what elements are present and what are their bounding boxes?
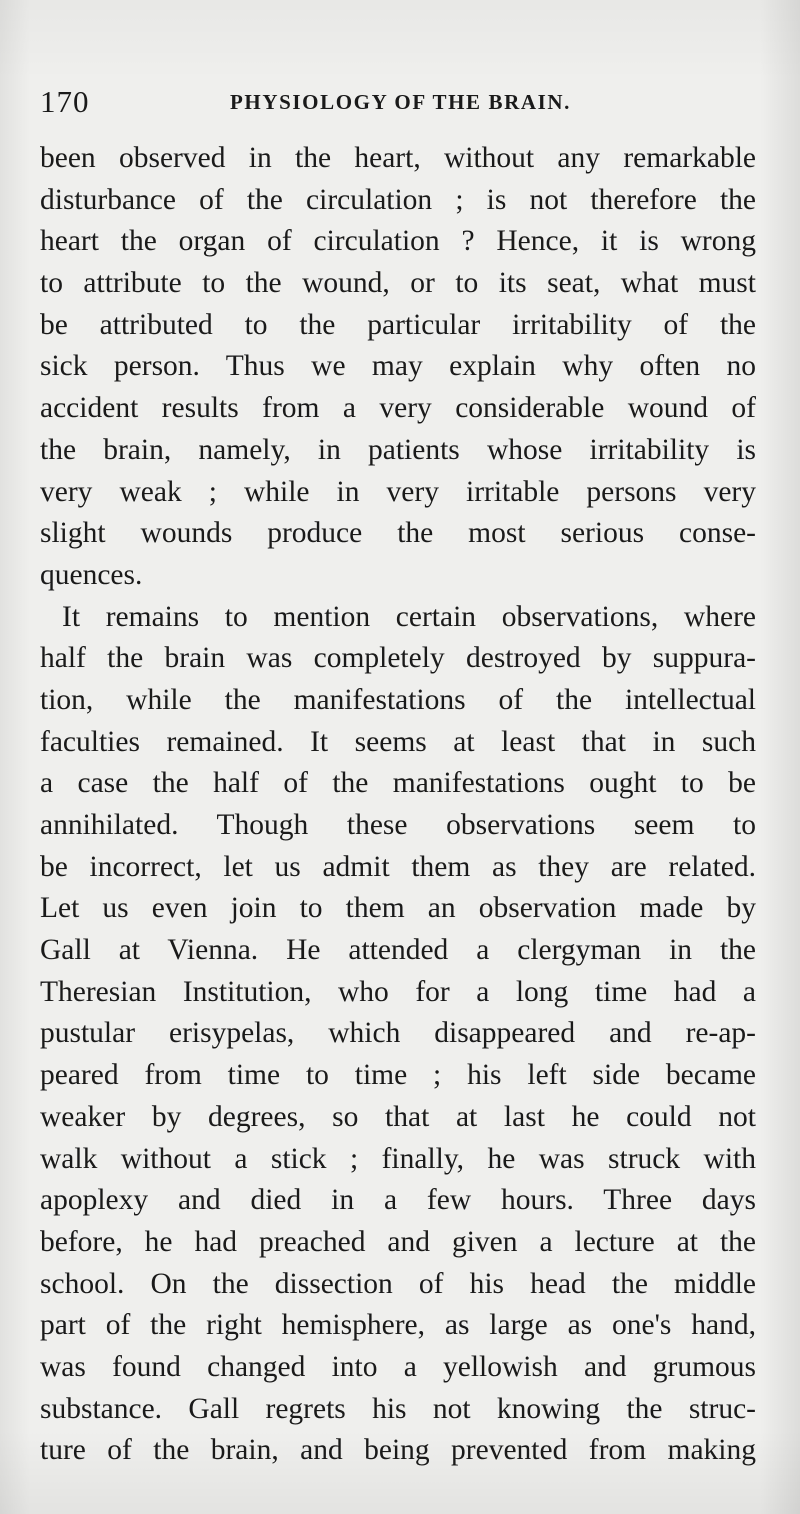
text-line: substance. Gall regrets his not knowing the struc- xyxy=(40,1392,756,1425)
text-line: heart the organ of circulation ? Hence, it is wrong xyxy=(40,225,756,258)
text-line: slight wounds produce the most serious conse- xyxy=(40,517,756,550)
text-line: disturbance of the circulation ; is not therefore the xyxy=(40,183,756,216)
text-line: accident results from a very considerable wound of xyxy=(40,392,756,425)
text-line: before, he had preached and given a lecture at the xyxy=(40,1225,756,1258)
text-line: half the brain was completely destroyed by suppura- xyxy=(40,642,756,675)
text-line: be incorrect, let us admit them as they are related. xyxy=(40,850,756,883)
text-line: a case the half of the manifestations ought to be xyxy=(40,767,756,800)
text-line: very weak ; while in very irritable persons very xyxy=(40,475,756,508)
text-line: part of the right hemisphere, as large as one's hand, xyxy=(40,1309,756,1342)
text-line: to attribute to the wound, or to its seat, what must xyxy=(40,267,756,300)
text-line: annihilated. Though these observations seem to xyxy=(40,809,756,841)
text-line-paragraph-start: It remains to mention certain observations, where xyxy=(62,600,756,633)
text-line: the brain, namely, in patients whose irritability is xyxy=(40,433,756,466)
text-line: pustular erisypelas, which disappeared and re-ap- xyxy=(40,1017,756,1050)
text-line: Let us even join to them an observation made by xyxy=(40,892,756,925)
text-line: ture of the brain, and being prevented from making xyxy=(40,1434,756,1467)
text-line-paragraph-end: quences. xyxy=(40,558,143,591)
body-text xyxy=(40,138,756,1472)
text-line: weaker by degrees, so that at last he could not xyxy=(40,1100,756,1133)
page-number: 170 xyxy=(40,84,90,119)
text-line: school. On the dissection of his head the middle xyxy=(40,1267,756,1300)
page-header xyxy=(40,84,760,124)
text-line: walk without a stick ; finally, he was struck with xyxy=(40,1142,756,1175)
text-line: apoplexy and died in a few hours. Three days xyxy=(40,1184,756,1217)
text-line: sick person. Thus we may explain why often no xyxy=(40,350,756,383)
text-line: faculties remained. It seems at least that in such xyxy=(40,725,756,758)
text-line: was found changed into a yellowish and grumous xyxy=(40,1350,756,1383)
text-line: been observed in the heart, without any remarkable xyxy=(40,142,756,174)
text-line: Gall at Vienna. He attended a clergyman in the xyxy=(40,934,756,967)
running-head: PHYSIOLOGY OF THE BRAIN. xyxy=(230,90,572,114)
text-line: Theresian Institution, who for a long time had a xyxy=(40,975,756,1008)
text-line: be attributed to the particular irritability of the xyxy=(40,308,756,341)
text-line: peared from time to time ; his left side became xyxy=(40,1059,756,1092)
text-line: tion, while the manifestations of the intellectual xyxy=(40,683,756,716)
